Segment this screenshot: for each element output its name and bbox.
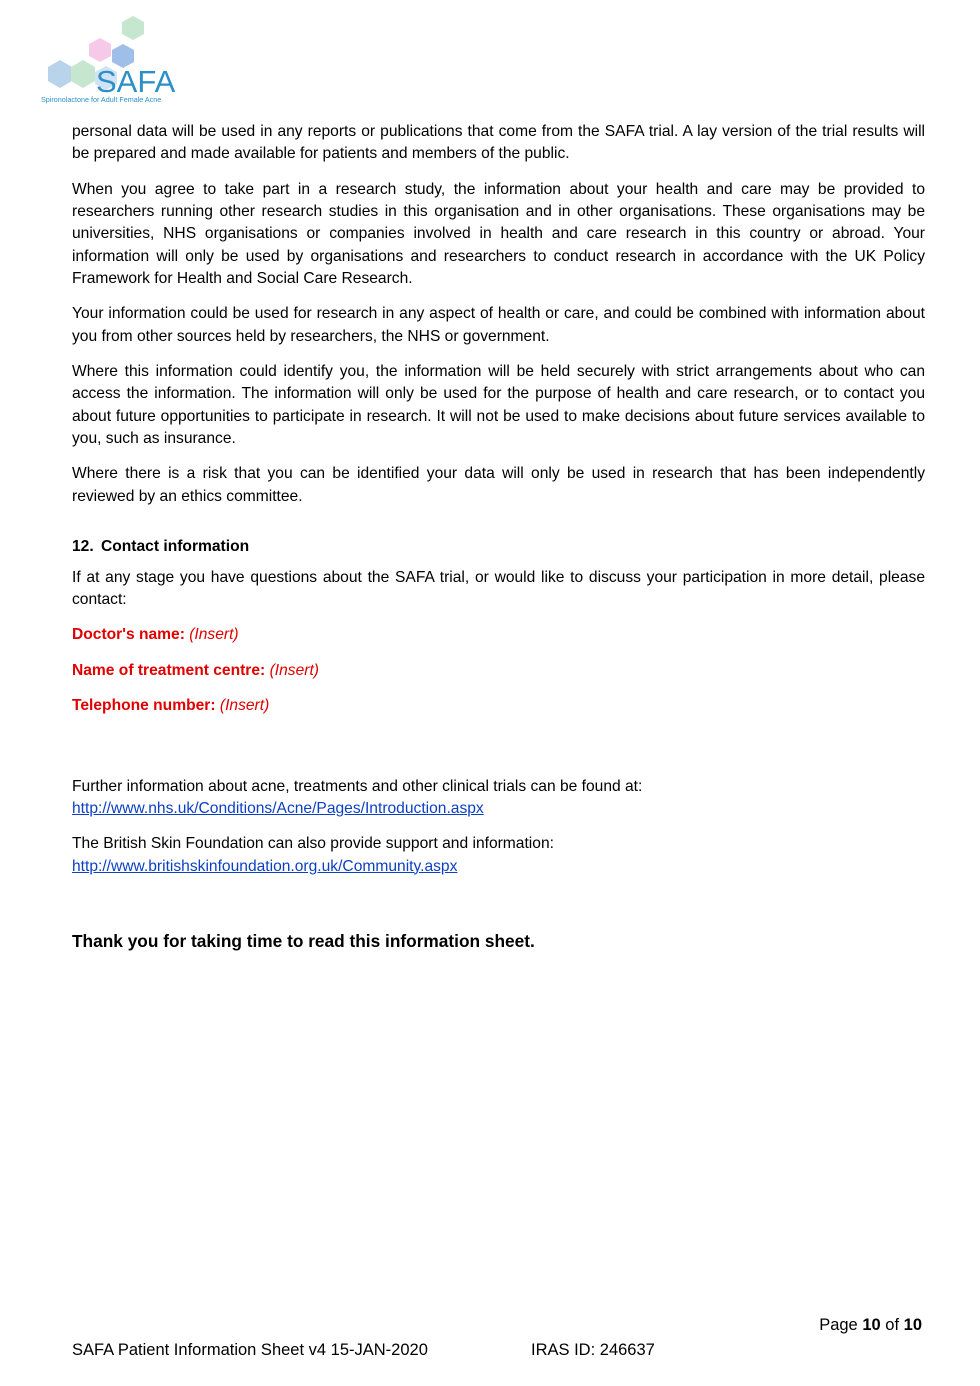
page-number: Page 10 of 10 bbox=[819, 1316, 922, 1334]
logo-tagline: Spironolactone for Adult Female Acne bbox=[41, 95, 162, 104]
contact-telephone bbox=[72, 695, 925, 717]
safa-logo bbox=[36, 14, 186, 106]
contact-doctor bbox=[72, 624, 925, 646]
bsf-community-link[interactable]: http://www.britishskinfoundation.org.uk/Community.aspx bbox=[72, 857, 458, 875]
paragraph: Where this information could identify you, the information will be held securely with strict arrangements about who can access the information. The information will only be used for the purpose of health and care research, or to contact you about future opportunities to participate in research. It will not be used to make decisions about future services available to you, such as insurance. bbox=[72, 363, 925, 448]
safa-logo-icon bbox=[36, 14, 186, 106]
section-number: 12. bbox=[72, 538, 94, 556]
page-content bbox=[72, 121, 925, 952]
paragraph: personal data will be used in any reports or publications that come from the SAFA trial. A lay version of the trial results will be prepared and made available for patients and members of the public. bbox=[72, 123, 925, 163]
contact-centre bbox=[72, 660, 925, 682]
section-intro: If at any stage you have questions about the SAFA trial, or would like to discuss your participation in more detail, please contact: bbox=[72, 568, 925, 609]
thank-you-note: Thank you for taking time to read this information sheet. bbox=[72, 930, 535, 951]
contact-value: (Insert) bbox=[219, 697, 270, 715]
section-title: Contact information bbox=[101, 538, 250, 556]
section-heading bbox=[72, 536, 925, 558]
bsf-info-text: The British Skin Foundation can also provide support and information: bbox=[72, 835, 554, 853]
logo-text: SAFA bbox=[96, 64, 176, 99]
nhs-acne-link[interactable]: http://www.nhs.uk/Conditions/Acne/Pages/Introduction.aspx bbox=[72, 799, 484, 817]
further-info-text: Further information about acne, treatments and other clinical trials can be found at: bbox=[72, 777, 643, 795]
paragraph: Where there is a risk that you can be identified your data will only be used in research that has been independently reviewed by an ethics committee. bbox=[72, 465, 925, 505]
contact-value: (Insert) bbox=[269, 661, 319, 679]
paragraph: Your information could be used for research in any aspect of health or care, and could be combined with information about you from other sources held by researchers, the NHS or government. bbox=[72, 305, 925, 345]
bsf-info bbox=[72, 833, 925, 878]
contact-label: Name of treatment centre: bbox=[72, 661, 266, 679]
footer-doc-name: SAFA Patient Information Sheet v4 15-JAN-2020 bbox=[72, 1341, 428, 1359]
further-info bbox=[72, 776, 925, 821]
footer-iras-id: IRAS ID: 246637 bbox=[531, 1341, 655, 1359]
paragraph: When you agree to take part in a research study, the information about your health and care may be provided to researchers running other research studies in this organisation and in other organisations. These organisations may be universities, NHS organisations or companies involved in health and care research in this country or abroad. Your information will only be used by organisations and researchers to conduct research in accordance with the UK Policy Framework for Health and Social Care Research. bbox=[72, 180, 925, 288]
contact-value: (Insert) bbox=[189, 626, 239, 644]
contact-label: Doctor's name: bbox=[72, 626, 185, 644]
contact-label: Telephone number: bbox=[72, 697, 216, 715]
